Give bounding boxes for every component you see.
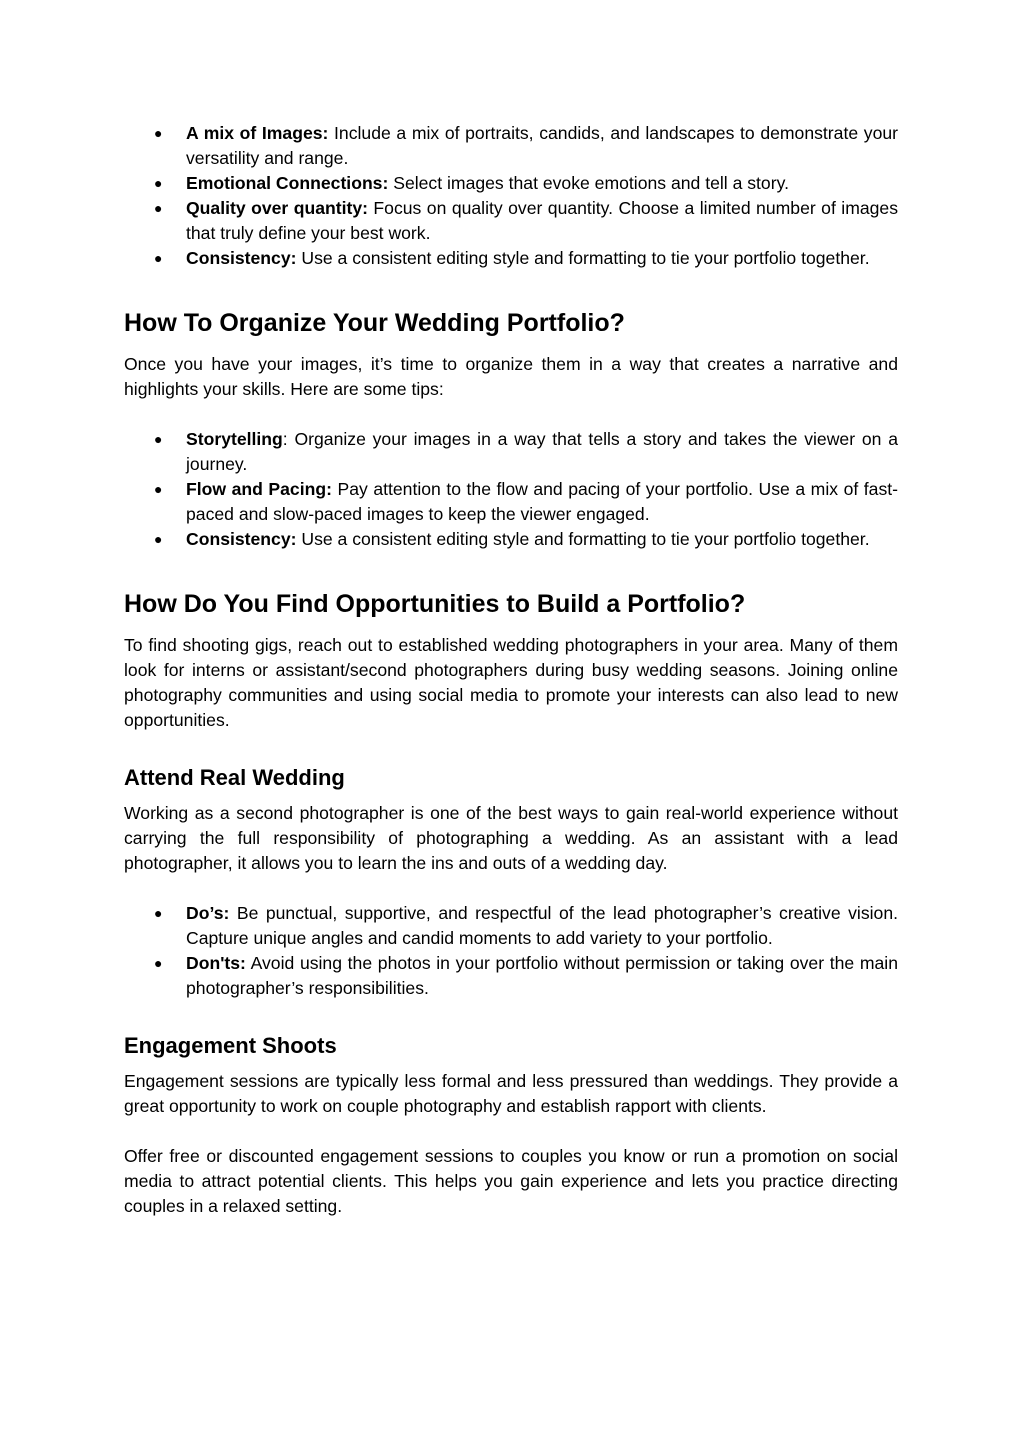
list-item-text: : Organize your images in a way that tells a story and takes the viewer on a journey. (186, 429, 898, 474)
bullet-icon: ● (154, 531, 163, 547)
bullet-icon: ● (154, 431, 163, 447)
list-item-title: Emotional Connections: (186, 173, 389, 193)
organize-intro-paragraph: Once you have your images, it’s time to organize them in a way that creates a narrative and highlights your skills. Here are some tips: (124, 354, 898, 399)
section-heading-opportunities: How Do You Find Opportunities to Build a Portfolio? (124, 590, 746, 618)
list-item (124, 427, 898, 477)
bullet-icon: ● (154, 125, 163, 141)
engagement-paragraph-2: Offer free or discounted engagement sessions to couples you know or run a promotion on social media to attract potential clients. This helps you gain experience and lets you practice directing couples in a relaxed setting. (124, 1146, 898, 1216)
list-item-text: Include a mix of portraits, candids, and landscapes to demonstrate your versatility and range. (186, 123, 898, 168)
bullet-icon: ● (154, 200, 163, 216)
list-item-title: Don'ts: (186, 953, 246, 973)
list-item (124, 951, 898, 1001)
list-item (124, 246, 898, 271)
list-item-title: A mix of Images: (186, 123, 329, 143)
list-item-title: Do’s: (186, 903, 230, 923)
organize-tips-list (124, 427, 898, 552)
list-item-title: Quality over quantity: (186, 198, 368, 218)
list-item (124, 171, 898, 196)
list-item (124, 196, 898, 246)
list-item-title: Consistency: (186, 529, 297, 549)
list-item-title: Consistency: (186, 248, 297, 268)
list-item-text: Avoid using the photos in your portfolio without permission or taking over the main photographer’s responsibilities. (186, 953, 898, 998)
subheading-attend-real-wedding: Attend Real Wedding (124, 765, 345, 790)
subheading-engagement-shoots: Engagement Shoots (124, 1033, 337, 1058)
list-item-text: Select images that evoke emotions and tell a story. (388, 173, 789, 193)
attend-wedding-paragraph: Working as a second photographer is one of the best ways to gain real-world experience without carrying the full responsibility of photographing a wedding. As an assistant with a lead photographer, it allows you to learn the ins and outs of a wedding day. (124, 803, 898, 873)
list-item-text: Use a consistent editing style and formatting to tie your portfolio together. (296, 248, 870, 268)
list-item-text: Use a consistent editing style and formatting to tie your portfolio together. (296, 529, 870, 549)
list-item-text: Pay attention to the flow and pacing of your portfolio. Use a mix of fast-paced and slow-paced images to keep the viewer engaged. (186, 479, 898, 524)
list-item (124, 901, 898, 951)
bullet-icon: ● (154, 481, 163, 497)
list-item (124, 121, 898, 171)
bullet-icon: ● (154, 955, 163, 971)
section-heading-organize: How To Organize Your Wedding Portfolio? (124, 309, 625, 337)
engagement-paragraph-1: Engagement sessions are typically less formal and less pressured than weddings. They provide a great opportunity to work on couple photography and establish rapport with clients. (124, 1071, 898, 1116)
list-item-title: Storytelling (186, 429, 283, 449)
bullet-icon: ● (154, 175, 163, 191)
bullet-icon: ● (154, 905, 163, 921)
bullet-icon: ● (154, 250, 163, 266)
list-item-title: Flow and Pacing: (186, 479, 332, 499)
opportunities-paragraph: To find shooting gigs, reach out to established wedding photographers in your area. Many of them look for interns or assistant/second photographers during busy wedding seasons. Joining online photography communities and using social media to promote your interests can also lead to new opportunities. (124, 635, 898, 730)
list-item-text: Be punctual, supportive, and respectful of the lead photographer’s creative vision. Capture unique angles and candid moments to add variety to your portfolio. (186, 903, 898, 948)
list-item-text: Focus on quality over quantity. Choose a limited number of images that truly define your best work. (186, 198, 899, 243)
list-item (124, 477, 898, 527)
tips-list (124, 121, 898, 271)
list-item (124, 527, 898, 552)
dos-donts-list (124, 901, 898, 1001)
